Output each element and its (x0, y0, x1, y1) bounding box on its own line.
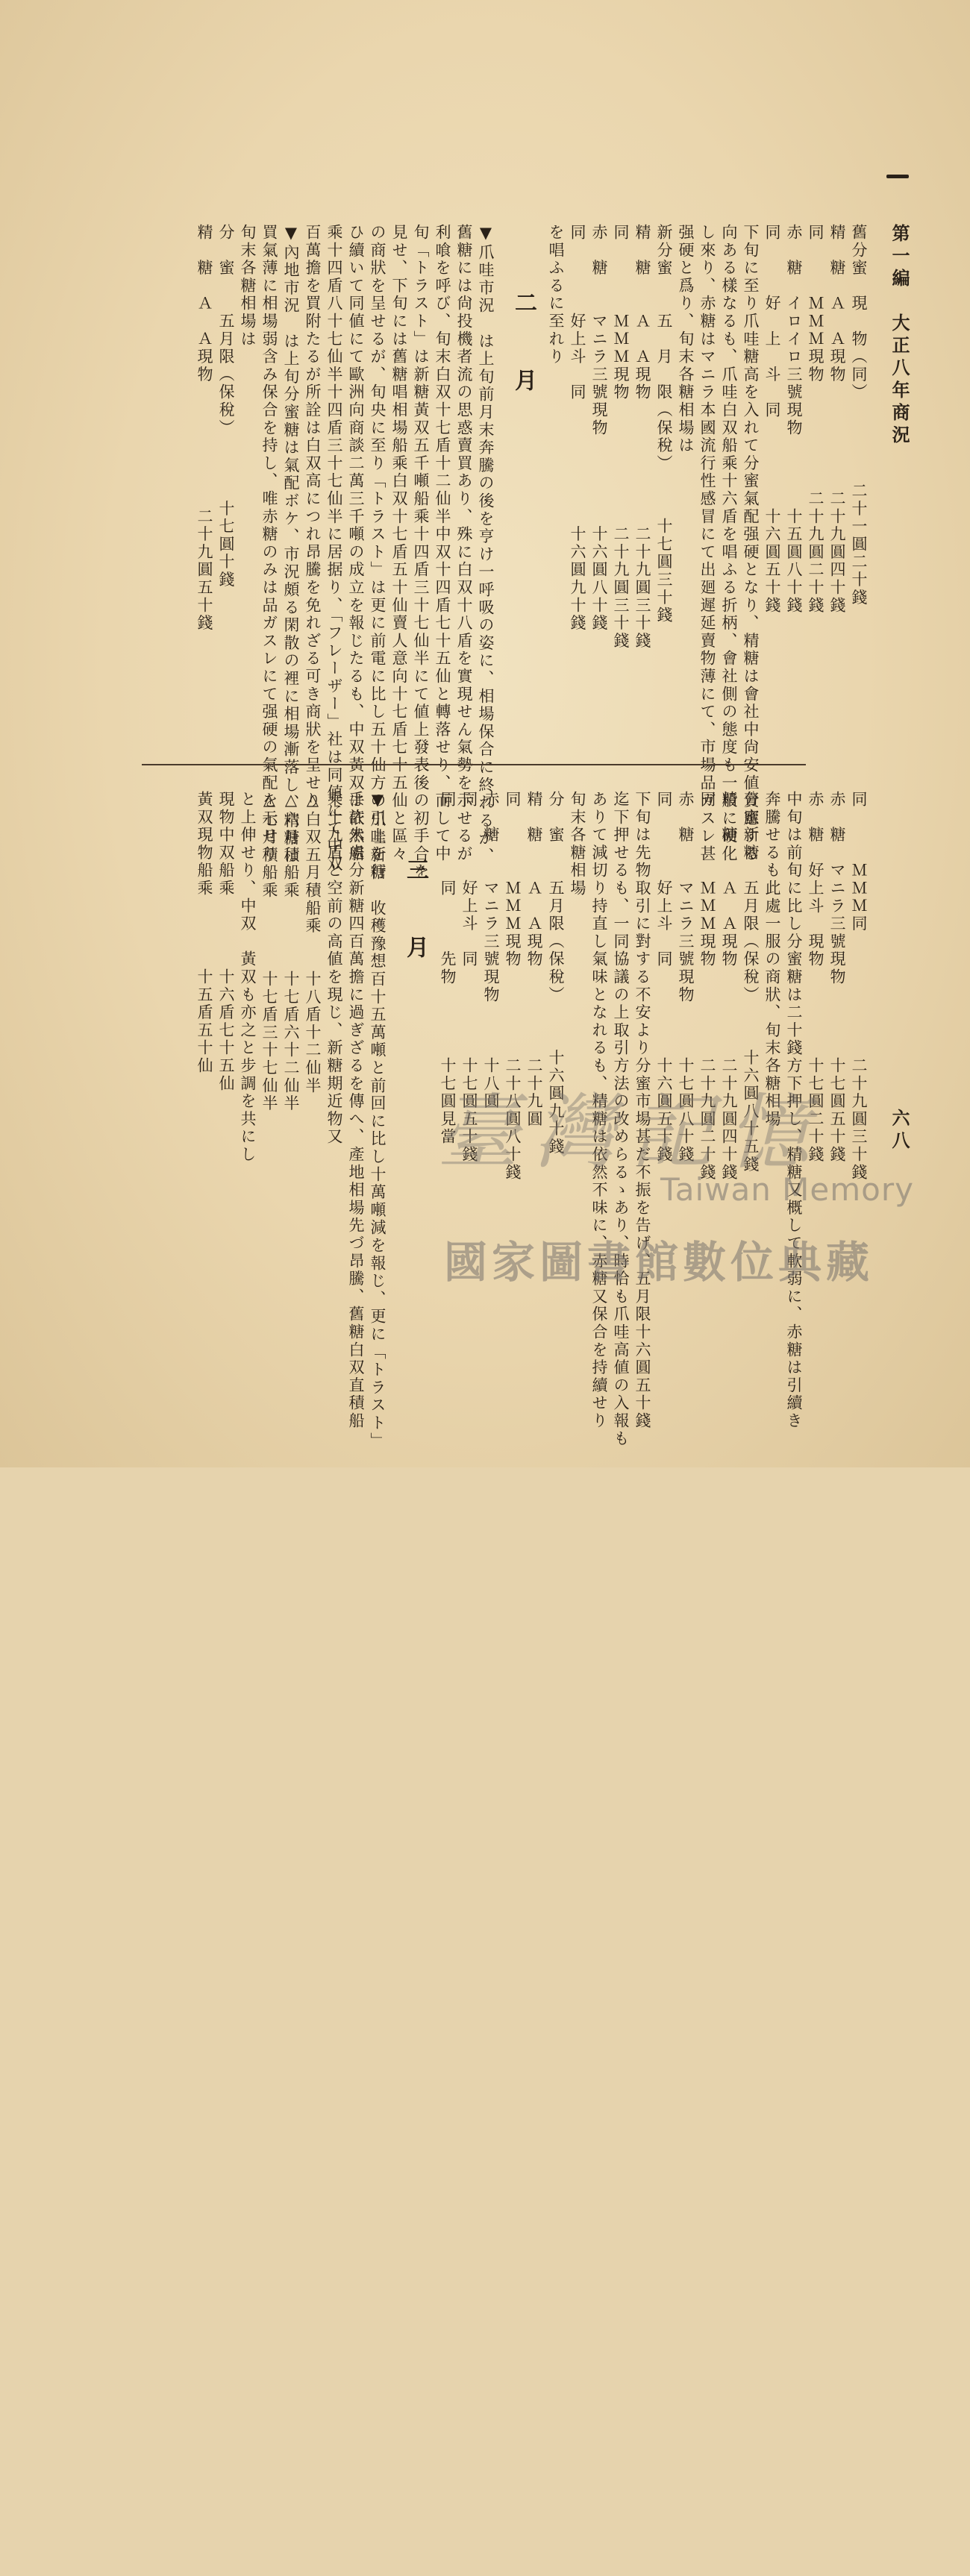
text-line: 下旬に至り爪哇糖高を入れて分蜜氣配强硬となり、精糖は會社中尙安値賣應する (742, 224, 760, 863)
text-line: 赤 糖 マニラ三號現物 十八圓 (482, 791, 500, 1111)
text-line: 舊糖には尙投機者流の思惑賣買あり、殊に白双十八盾を實現せん氣勢を示せるが (455, 224, 473, 863)
text-line: 分蜜新糖 五月限（保稅） 十六圓八十五錢 (742, 791, 760, 1174)
text-line: 精 糖 Ａ Ａ現物 二十九圓四十錢 (828, 224, 846, 615)
text-line: 同 好上斗 同 十六圓九十錢 (569, 224, 586, 633)
text-line: 手許未處分新糖四百萬擔に過ぎざるを傳へ、產地相場先づ昂騰、舊糖白双直積船 (347, 791, 365, 1430)
watermark-chinese-title: 臺灣記憶 (436, 1085, 824, 1180)
text-line: 奔騰せるも此處一服の商狀、旬末各糖相場 (763, 791, 781, 1129)
text-line: 同 ＭＭＭ現物 二十九圓二十錢 (807, 224, 824, 615)
text-line: 現物中双船乘 十六盾七十五仙 (217, 791, 235, 1093)
text-line: 精 糖 Ａ Ａ現物 二十九圓 (525, 791, 543, 1129)
section-divider (142, 764, 806, 765)
text-line: 赤 糖 マニラ三號現物 十六圓八十錢 (590, 224, 608, 633)
text-line: 同 ＭＭＭ現物 二十八圓八十錢 (504, 791, 522, 1182)
text-line: 旬末各糖相場 (569, 791, 586, 897)
text-line: 同 同 先物 十七圓見當 (439, 791, 457, 1146)
text-line: と上伸せり、中双 黃双も亦之と步調を共にし (239, 791, 257, 1164)
chapter-mark (886, 175, 909, 178)
text-line: 同 ＭＭＭ現物 二十九圓三十錢 (612, 224, 630, 651)
text-line: 旬「トラスト」は新糖黃双五千噸船乘十四盾三十七仙半にて値上發表後の初手合を (412, 224, 430, 881)
text-line: 乘十九盾と空前の高値を現じ、新糖期近物又 (325, 791, 343, 1146)
text-line: 分 蜜 五月限（保稅） 十六圓九十錢 (547, 791, 565, 1156)
text-line: 分 蜜 五月限（保稅） 十七圓十錢 (217, 224, 235, 589)
text-line: 强硬と爲り、旬末各糖相場は (677, 224, 695, 455)
text-line: △六月積船乘 十七盾六十二仙半 (282, 791, 300, 1113)
text-line: 向ある樣なるも、爪哇白双船乘十六盾を唱ふる折柄、會社側の態度も一般に硬化 (720, 224, 738, 863)
text-line: 迄下押せるも、一同協議の上取引方法の改めらるゝあり、時恰も爪哇高値の入報も (612, 791, 630, 1448)
section-heading-march: 三 月 (402, 858, 428, 974)
text-line: ▼內地市況 は上旬分蜜糖は氣配ボケ、市況頗る閑散の裡に相場漸落し、精糖は (282, 224, 300, 865)
text-line: 見せ、下旬には舊糖唱相場船乘白双十七盾五十仙賣人意向十七盾七十五仙と區々 (390, 224, 408, 863)
text-line: 同 好上斗 同 十七圓五十錢 (460, 791, 478, 1164)
text-line: ▼爪哇市況 は上旬前月末奔騰の後を亨け一呼吸の姿に、相場保合に終れるが、 (477, 224, 495, 865)
text-line: △七月積船乘 十七盾三十七仙半 (260, 791, 278, 1113)
text-line: 同 ＭＭＭ同 二十九圓三十錢 (850, 791, 868, 1182)
text-line: ▼爪哇新糖 收穫豫想百十五萬噸と前回に比し十萬噸減を報じ、更に「トラスト」 (369, 791, 387, 1450)
text-line: 同 ＭＭＭ現物 二十九圓二十錢 (698, 791, 716, 1182)
text-line: ありて減切り持直し氣味となれるも、精糖は依然不味に、赤糖又保合を持續せり (590, 791, 608, 1430)
text-line: 精 糖 Ａ Ａ現物 二十九圓四十錢 (720, 791, 738, 1182)
text-line: 赤 糖 マニラ三號現物 十七圓八十錢 (677, 791, 695, 1164)
page-number: 六八 (889, 1109, 910, 1153)
text-line: 中旬は前旬に比し分蜜糖は二十錢方下押し、精糖又概して軟弱に、赤糖は引續き (785, 791, 803, 1430)
text-line: 同 好上斗 同 十六圓五十錢 (655, 791, 673, 1164)
text-line: 同 好 上 斗 同 十六圓五十錢 (763, 224, 781, 615)
text-line: 黃双現物船乘 十五盾五十仙 (195, 791, 213, 1075)
text-line: 赤 糖 マニラ三號現物 十七圓五十錢 (828, 791, 846, 1164)
watermark-library-name: 國家圖書館數位典藏 (444, 1237, 874, 1288)
text-line: 旬末各糖相場は (239, 224, 257, 348)
text-line: 舊分蜜 現 物（同） 二十一圓二十錢 (850, 224, 868, 607)
text-line: 赤 糖 イロイロ三號現物 十五圓八十錢 (785, 224, 803, 615)
text-line: 新分蜜 五 月 限（保稅） 十七圓三十錢 (655, 224, 673, 624)
text-line: 利喰を呼び、旬末白双十七盾十二仙半中双十四盾七十五仙と轉落せり、而して中 (434, 224, 451, 863)
text-line: 百萬擔を買附たるが所詮は白双高につれ昂騰を免れざる可き商狀を呈せり (304, 224, 322, 810)
text-line: の商狀を呈せるが、旬央に至り「トラスト」は更に前電に比し五十仙方の引上を行 (369, 224, 387, 881)
text-line: △白双五月積船乘 十八盾十二仙半 (304, 791, 322, 1095)
text-line: し來り、赤糖はマニラ本國流行性感冒にて出廻遲延賣物薄にて、市場品ガスレ甚 (698, 224, 716, 863)
watermark-english-title: Taiwan Memory (660, 1171, 914, 1208)
text-line: ひ續いて同値にて歐洲向商談二萬三千噸の成立を報じたるも、中双黃双は依然船 (347, 224, 365, 863)
text-line: 精 糖 Ａ Ａ現物 二十九圓三十錢 (633, 224, 651, 651)
text-line: を唱ふるに至れり (547, 224, 565, 366)
text-line: 下旬は先物取引に對する不安より分蜜市場甚だ不振を告げ、五月限十六圓五十錢 (633, 791, 651, 1430)
taiwan-memory-watermark (436, 1067, 914, 1350)
running-header: 第一編 大正八年商況 (889, 224, 910, 448)
text-line: 赤 糖 好上斗 現物 十七圓二十錢 (807, 791, 824, 1164)
section-heading-february: 二 月 (510, 291, 536, 407)
text-line: 乘十四盾八十七仙半十四盾三十七仙半に居据り、「フレーザー」社は同値にて中双 (325, 224, 343, 874)
text-line: 買氣薄に相場弱含み保合を持し、唯赤糖のみは品ガスレにて强硬の氣配を示せり (260, 224, 278, 863)
text-line: 精 糖 Ａ Ａ現物 二十九圓五十錢 (195, 224, 213, 633)
